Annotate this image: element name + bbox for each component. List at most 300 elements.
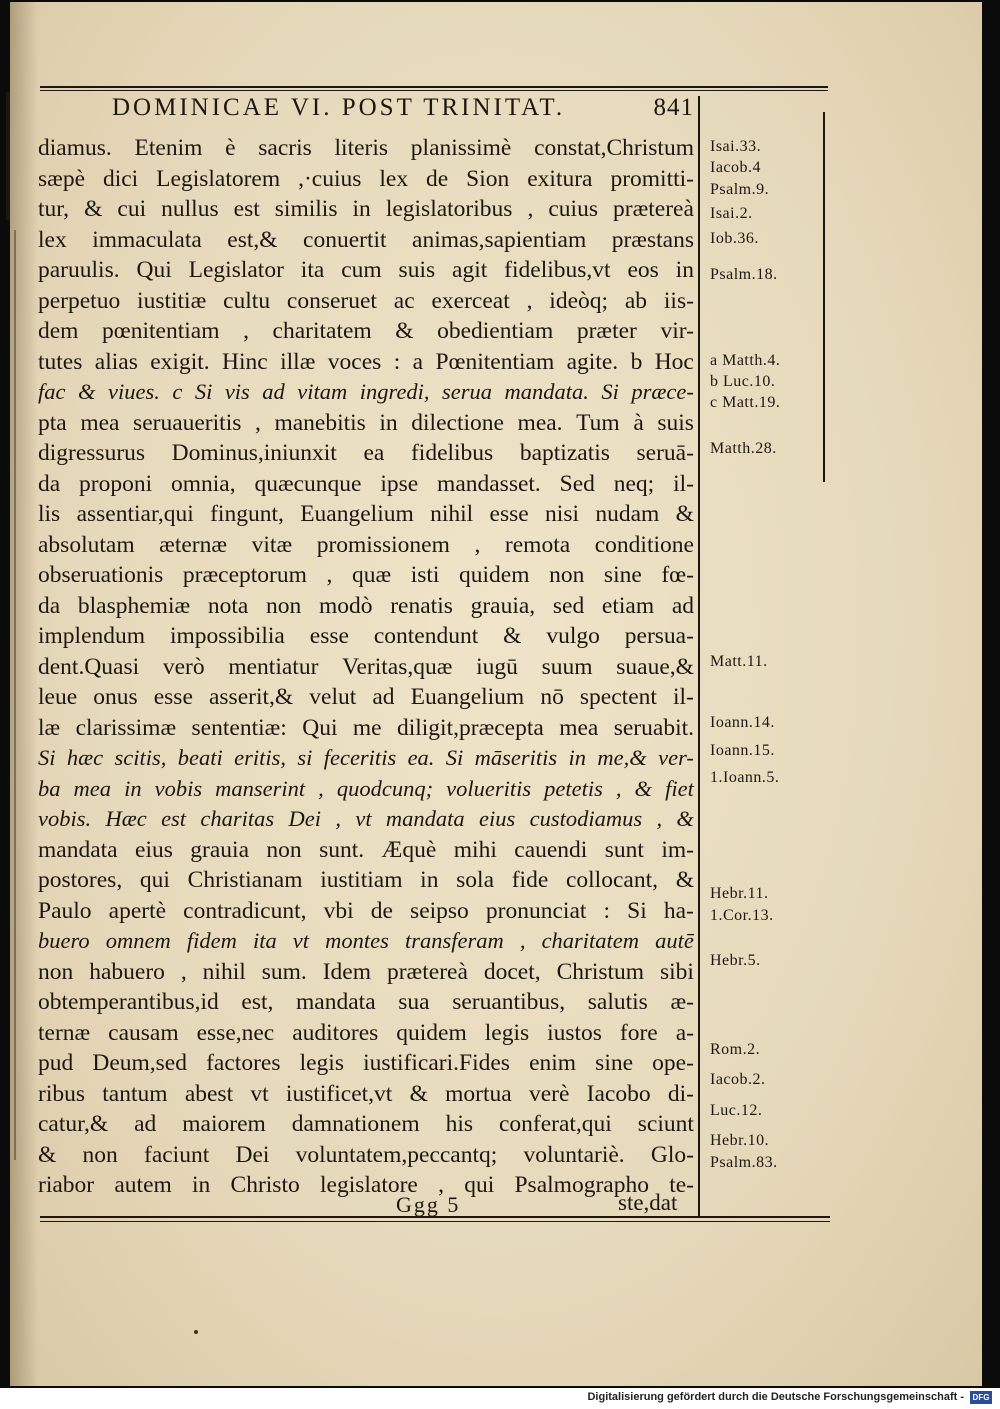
word: & [395,318,414,344]
word: esse [309,623,349,649]
signature-mark: Ggg 5 [396,1192,461,1217]
word: im- [661,836,694,863]
margin-reference: Ioann.15. [710,741,775,759]
word: baptizatis [519,440,610,466]
word: & [675,867,694,893]
word: mandata. [504,379,589,404]
word: fidelibus,vt [504,257,611,283]
word: cui [117,196,147,222]
word: Veritas,quæ [342,653,453,680]
word: impossibilia [169,623,285,649]
word: autē [655,928,694,953]
word: Christianam [187,867,303,893]
text-line [38,896,694,927]
word: suum [541,653,593,680]
margin-reference: Hebr.10. [710,1132,770,1150]
word: charitatem [541,928,640,953]
word: ab [624,287,648,314]
text-line [38,1170,694,1201]
word: Christum [556,958,645,985]
word: sola [456,867,495,893]
text-line [38,438,694,469]
word: me [352,714,382,741]
word: manserint [215,775,306,801]
text-line [38,804,694,835]
word: , [519,928,526,953]
word: nudam [595,501,660,527]
word: mandata [38,836,118,863]
word: vt [250,1080,269,1107]
word: cuius [548,196,598,222]
word: nō [540,684,564,710]
word: causam [108,1019,179,1046]
text-line [38,1140,694,1171]
word: Si [194,379,213,404]
word: in [568,745,587,770]
word: seruā- [636,440,694,466]
margin-reference: Matt.11. [710,653,768,671]
word: diamus. [38,135,112,161]
word: pta [38,409,67,436]
word: & [503,623,522,649]
word: legislatore [319,1172,418,1198]
word: sine [595,1050,634,1076]
word: iugū [476,653,518,680]
text-line [38,469,694,500]
word: ribus [38,1080,85,1107]
text-line [38,957,694,988]
word: quæ [351,562,392,588]
word: riabor [38,1172,95,1198]
word: Tum [576,409,620,436]
word: spectent [579,684,657,710]
word: etiam [601,592,655,619]
word: ingredi, [359,379,430,404]
word: Si [601,379,619,404]
word: mentiatur [228,653,319,680]
word: sed [552,592,585,619]
text-line [38,530,694,561]
word: manebitis [274,409,366,436]
word: pronunciat [485,897,587,924]
word: exigit. [150,348,210,375]
dfg-logo: DFG [970,1391,992,1404]
text-line [38,133,694,164]
word: Si [445,745,464,770]
word: conuertit [303,226,387,253]
word: non [549,562,585,588]
word: maiorem [182,1111,266,1137]
catchword: ste,dat [618,1190,678,1215]
word: sum. [261,958,307,985]
word: suis [657,409,694,436]
word: exerceat [431,287,510,314]
word: serua [442,379,493,404]
word: catur,& [38,1111,109,1137]
word: da [38,470,61,497]
word: mea [73,775,112,801]
word: vitam [297,379,348,404]
word: sacris [258,135,312,161]
word: exitura [527,165,593,192]
word: quæcunque [254,470,362,497]
word: ad [671,592,694,619]
margin-reference: 1.Cor.13. [710,906,774,924]
word: lis [38,501,61,527]
word: eius [479,806,516,831]
word: præter [576,318,637,344]
word: in [420,867,439,893]
word: renatis [390,592,453,619]
word: esse [489,501,529,527]
word: iustificari.Fides [363,1050,510,1076]
word: cum [341,257,382,283]
word: fore [619,1019,658,1046]
word: nihil [202,958,246,985]
word: est [233,196,260,222]
word: , [656,806,663,831]
word: , [326,562,333,588]
word: Si [38,745,56,770]
word: æ- [670,989,694,1015]
word: da [38,592,61,619]
word: præstans [611,226,694,253]
word: vitæ [251,531,293,558]
word: fide [511,867,549,893]
word: ideòq; [549,287,609,314]
word: Dei [235,1141,270,1168]
word: mandata [296,989,376,1015]
word: , [254,409,261,436]
word: vobis. [38,806,92,831]
word: non [38,958,74,985]
word: & [84,196,103,222]
word: est [161,806,187,831]
word: implendum [38,623,146,649]
text-line [38,774,694,805]
word: ope- [652,1050,694,1076]
word: vt [355,806,372,831]
word: : [393,348,401,375]
margin-reference: Iacob.4 [710,159,762,177]
word: nota [207,592,249,619]
word: promissionem [316,531,450,558]
word: sæpè [38,165,85,192]
main-text [38,133,694,1201]
word: & [38,1141,57,1168]
word: obedientiam [437,318,554,344]
word: vulgo [546,623,600,649]
word: cauendi [514,836,588,863]
word: autem [114,1172,172,1198]
word: a [412,348,424,375]
ink-speck [194,1330,198,1334]
footer-rule-thin [40,1221,830,1222]
text-line [38,1018,694,1049]
margin-reference: Ioann.14. [710,714,775,732]
text-line [38,225,694,256]
word: b [630,348,643,375]
margin-reference: a Matth.4. [710,351,781,369]
word: , [243,318,249,344]
word: legislatoribus [385,196,513,222]
word: præce- [631,379,694,404]
text-line [38,316,694,347]
word: verè [528,1080,570,1107]
page-number: 841 [653,94,694,121]
word: ea. [407,745,435,770]
word: vis [224,379,250,404]
word: pud [38,1050,74,1076]
word: ver- [658,745,694,770]
margin-reference: Iob.36. [710,229,759,247]
word: quodcunq; [336,775,434,801]
text-line [38,560,694,591]
word: vbi [323,897,354,924]
text-line [38,377,694,408]
word: eos [627,257,659,283]
word: Euangelium [410,684,525,710]
word: vir- [660,318,694,344]
word: enim [529,1050,577,1076]
word: viues. [107,379,160,404]
word: mihi [453,836,497,863]
text-line [38,286,694,317]
margin-reference: Matth.28. [710,439,777,457]
word: charitatem [272,318,372,344]
word: non [82,1141,118,1168]
text-line [38,926,694,957]
word: abest [184,1080,234,1107]
word: Pœnitentiam [435,348,555,375]
word: Legislator [188,257,284,283]
word: Iacobo [586,1080,651,1107]
word: fœ- [661,562,694,588]
word: isti [410,562,440,588]
text-line [38,987,694,1018]
word: persua- [624,623,694,649]
word: dent.Quasi [38,653,140,680]
word: tutes [38,348,83,375]
word: seruaueritis [133,409,242,436]
word: Legislatorem [156,165,281,192]
word: ad [262,379,285,404]
word: fidem [186,928,237,953]
word: auditores [292,1019,379,1046]
word: Christo [230,1172,300,1198]
word: me,& [597,745,647,770]
word: Qui [136,257,172,283]
word: diligit,præcepta [396,714,544,741]
word: contendunt [373,623,479,649]
word: conferat,qui [498,1111,612,1137]
word: Psalmographo [514,1172,649,1198]
margin-reference: Luc.12. [710,1101,763,1119]
word: nullus [161,196,219,222]
word: promitti- [610,165,694,192]
word: nisi [545,501,580,527]
word: literis [334,135,389,161]
word: in [192,1172,211,1198]
text-line [38,194,694,225]
word: & [675,501,694,527]
word: esse [153,684,193,710]
text-line [38,255,694,286]
word: à [633,409,644,436]
word: seipso [410,897,469,924]
word: verò [162,653,205,680]
word: leue [38,684,78,710]
word: ternæ [38,1019,91,1046]
word: sine [603,562,642,588]
word: Sion [466,165,510,192]
word: asserit,& [208,684,294,710]
word: prætereà [386,958,468,985]
word: sibi [660,958,694,985]
word: eritis, [234,745,286,770]
word: montes [325,928,389,953]
word: apertè [108,897,167,924]
word: voces [327,348,382,375]
word: modò [319,592,373,619]
text-line [38,408,694,439]
word: Idem [322,958,372,985]
word: si [297,745,313,770]
word: clarissimæ [75,714,177,741]
text-line [38,743,694,774]
word: lex [379,165,409,192]
word: seruantibus, [452,989,566,1015]
word: & [676,806,694,831]
word: feceritis [323,745,397,770]
word: damnationem [291,1111,420,1137]
word: sunt [604,836,644,863]
margin-reference: Rom.2. [710,1040,761,1058]
word: te- [669,1172,694,1198]
word: vt [292,928,310,953]
word: est, [241,989,274,1015]
word: dici [102,165,139,192]
word: præceptorum [182,562,307,588]
word: il- [673,470,694,497]
word: Etenim [134,135,203,161]
text-line [38,652,694,683]
word: remota [504,531,571,558]
word: in [124,775,142,801]
word: volueritis [446,775,532,801]
word: conseruet [286,287,377,314]
word: non [266,592,302,619]
word: faciunt [144,1141,210,1168]
word: non [266,836,302,863]
word: dilectione [411,409,504,436]
word: docet, [483,958,541,985]
word: Euangelium [300,501,414,527]
word: Glo- [650,1141,694,1168]
word: digressurus [38,440,146,466]
word: sua [398,989,430,1015]
word: eius [135,836,173,863]
word: alias [94,348,138,375]
margin-reference: Isai.33. [710,138,762,155]
right-margin-line [823,112,825,482]
word: & [77,379,96,404]
word: mortua [445,1080,512,1107]
word: petetis [544,775,603,801]
text-line [38,499,694,530]
text-line [38,1079,694,1110]
word: fiet [665,775,694,801]
word: habuero [89,958,165,985]
word: ipse [380,470,419,497]
word: : [603,897,611,924]
word: ad [372,684,395,710]
word: ac [393,287,415,314]
word: postores, [38,867,123,893]
word: omnem [105,928,171,953]
word: fingunt, [210,501,284,527]
word: iustos [547,1019,602,1046]
word: animas,sapientiam [412,226,587,253]
word: similis [274,196,338,222]
word: quidem [459,562,530,588]
word: grauia [190,836,249,863]
text-line [38,1048,694,1079]
word: paruulis. [38,257,120,283]
word: Qui [302,714,338,741]
word: cultu [223,287,271,314]
word: mea [80,409,120,436]
margin-reference: b Luc.10. [710,372,776,390]
word: ita [252,928,277,953]
word: & [634,775,653,801]
word: de [370,897,393,924]
word: contradicunt, [183,897,307,924]
word: qui [139,867,170,893]
word: ad [134,1111,157,1137]
margin-reference: Hebr.11. [710,885,769,903]
word: mandasset. [437,470,541,497]
word: mea [559,714,599,741]
header-rule-thin [40,90,828,91]
word: , [474,531,481,558]
word: pœnitentiam [102,318,220,344]
text-line [38,621,694,652]
word: in [352,196,371,222]
word: buero [38,928,90,953]
word: Dei [288,806,322,831]
word: è [225,135,236,161]
word: blasphemiæ [77,592,191,619]
running-header [112,94,694,126]
word: il- [673,684,694,710]
word: ba [38,775,61,801]
word: suis [398,257,436,283]
word: beati [177,745,223,770]
margin-reference: Hebr.5. [710,952,761,970]
word: , [318,775,324,801]
word: agit [452,257,488,283]
word: seruabit. [613,714,694,741]
word: Æquè [381,836,437,863]
word: , [526,287,533,314]
word: est,& [227,226,278,253]
word: sententiæ: [191,714,287,741]
word: sciunt [637,1111,694,1137]
word: planissimè [410,135,512,161]
word: ha- [663,897,694,924]
word: his [445,1111,474,1137]
